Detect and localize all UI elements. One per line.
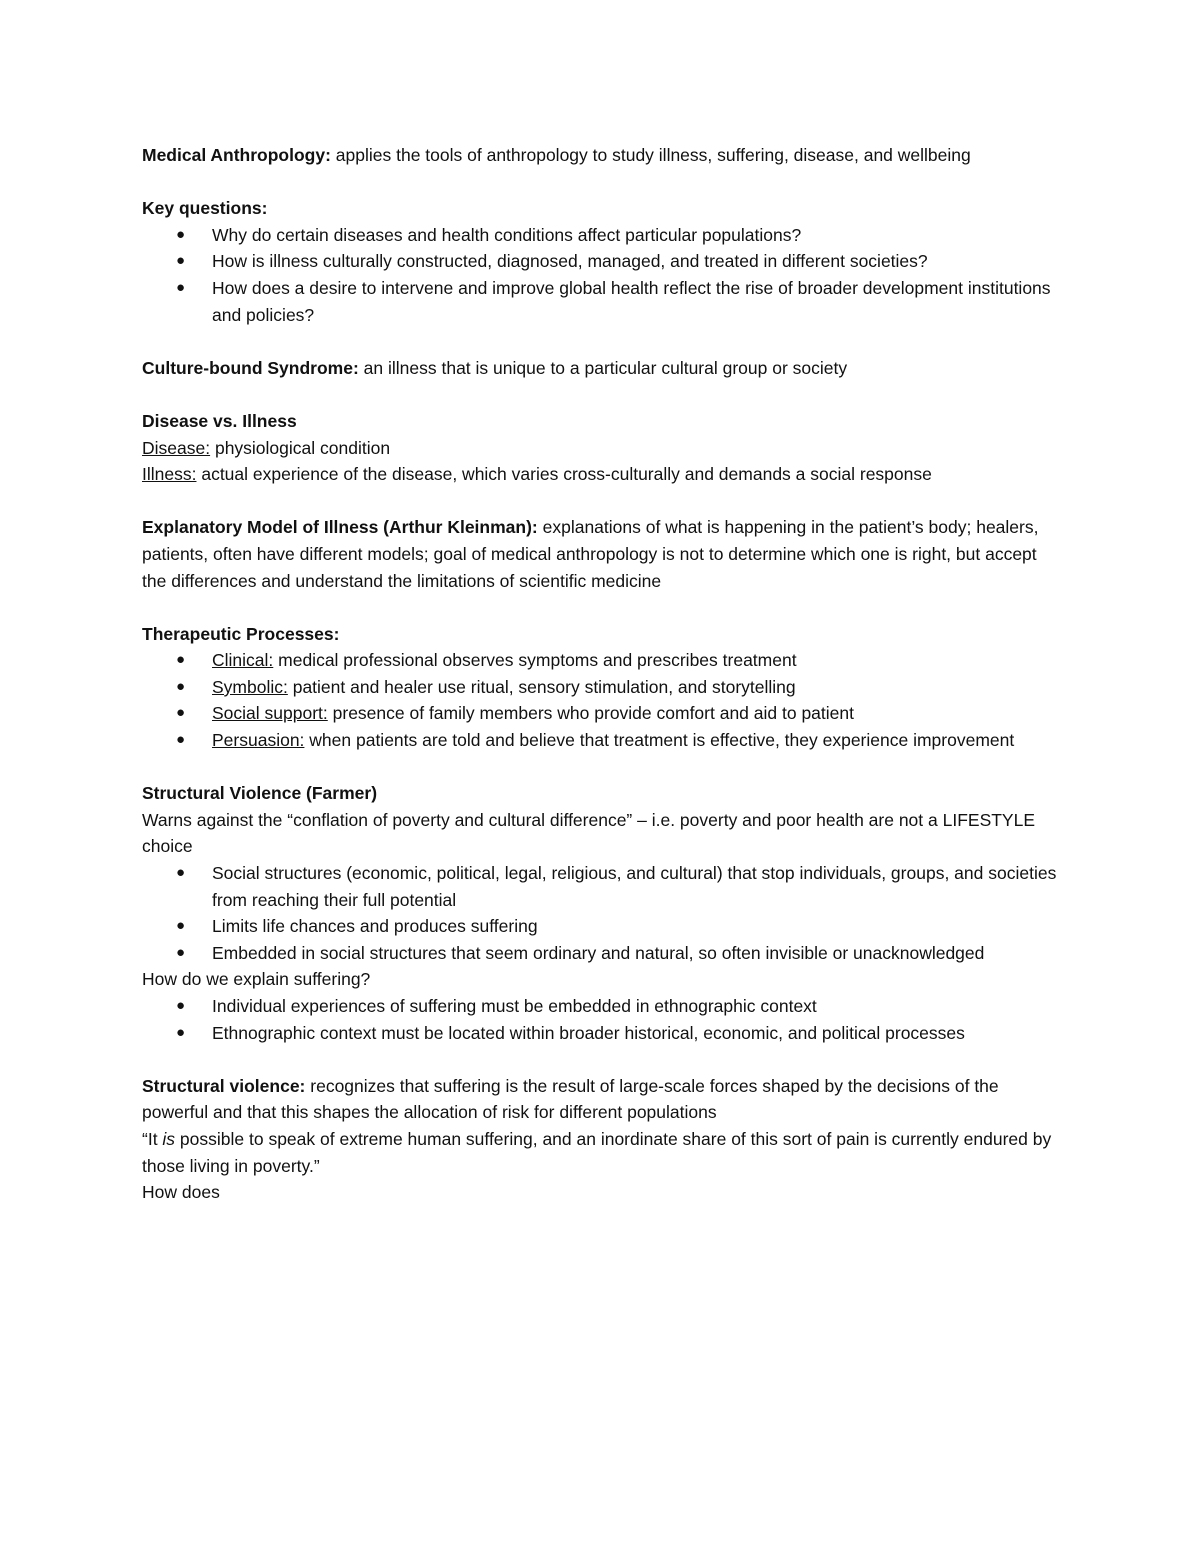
- illness-definition: Illness: actual experience of the disease, which varies cross-culturally and demands a social response: [142, 464, 932, 485]
- term-structural-violence: Structural violence:: [142, 1075, 306, 1096]
- list-item: ● How is illness culturally constructed, diagnosed, managed, and treated in different societies?: [142, 248, 1062, 275]
- bullet-icon: ●: [176, 943, 186, 961]
- bullet-icon: ●: [176, 864, 186, 882]
- list-item: ● How does a desire to intervene and improve global health reflect the rise of broader development institutions and policies?: [142, 275, 1062, 328]
- bullet-icon: ●: [176, 225, 186, 243]
- list-item: ● Individual experiences of suffering must be embedded in ethnographic context: [142, 993, 1062, 1020]
- spacer: [142, 754, 1062, 781]
- bullet-icon: ●: [176, 731, 186, 749]
- bullet-icon: ●: [176, 1023, 186, 1041]
- bullet-icon: ●: [176, 252, 186, 270]
- list-item: ● Limits life chances and produces suffering: [142, 913, 1062, 940]
- list-item: ● Persuasion: when patients are told and believe that treatment is effective, they experience improvement: [142, 727, 1062, 754]
- spacer: [142, 169, 1062, 196]
- explain-suffering-question: How do we explain suffering?: [142, 969, 371, 990]
- trailing-text: How does: [142, 1182, 220, 1203]
- list-item: ● Symbolic: patient and healer use ritual, sensory stimulation, and storytelling: [142, 674, 1062, 701]
- term-culture-bound: Culture-bound Syndrome:: [142, 357, 359, 378]
- list-item: ● Clinical: medical professional observes symptoms and prescribes treatment: [142, 647, 1062, 674]
- spacer: [142, 1046, 1062, 1073]
- explain-suffering-list: [142, 993, 1062, 1046]
- bullet-icon: ●: [176, 677, 186, 695]
- key-questions-heading: Key questions:: [142, 198, 268, 219]
- list-item: ● Social structures (economic, political, legal, religious, and cultural) that stop individuals, groups, and societies from reaching their full potential: [142, 860, 1062, 913]
- term-medical-anthropology: Medical Anthropology:: [142, 145, 331, 165]
- medical-anthropology-definition: Medical Anthropology: applies the tools of anthropology to study illness, suffering, disease, and wellbeing: [142, 145, 971, 165]
- structural-violence-definition: Structural violence: recognizes that suffering is the result of large-scale forces shaped by the decisions of the powerful and that this shapes the allocation of risk for different populations: [142, 1075, 999, 1123]
- bullet-icon: ●: [176, 997, 186, 1014]
- list-item: ● Why do certain diseases and health conditions affect particular populations?: [142, 222, 1062, 249]
- spacer: [142, 328, 1062, 355]
- disease-vs-illness-heading: Disease vs. Illness: [142, 410, 297, 431]
- document-page: [142, 142, 1062, 1206]
- list-item: ● Ethnographic context must be located within broader historical, economic, and political processes: [142, 1020, 1062, 1047]
- structural-violence-farmer-heading: Structural Violence (Farmer): [142, 783, 378, 804]
- therapeutic-processes-heading: Therapeutic Processes:: [142, 623, 340, 644]
- disease-definition: Disease: physiological condition: [142, 437, 391, 458]
- bullet-icon: ●: [176, 651, 186, 669]
- bullet-icon: ●: [176, 917, 186, 935]
- spacer: [142, 381, 1062, 408]
- key-questions-list: [142, 222, 1062, 328]
- structural-violence-list: [142, 860, 1062, 966]
- explanatory-model-definition: Explanatory Model of Illness (Arthur Kleinman): explanations of what is happening in the patient’s body; healers, patients, often have different models; goal of medical anthropology is not to determine which one is right, but accept the differences and understand the limitations of scientific medicine: [142, 517, 1039, 591]
- list-item: ● Social support: presence of family members who provide comfort and aid to patient: [142, 700, 1062, 727]
- bullet-icon: ●: [176, 704, 186, 722]
- farmer-quote: “It is possible to speak of extreme human suffering, and an inordinate share of this sort of pain is currently endured by those living in poverty.”: [142, 1128, 1052, 1176]
- bullet-icon: ●: [176, 278, 186, 296]
- list-item: ● Embedded in social structures that seem ordinary and natural, so often invisible or unacknowledged: [142, 940, 1062, 967]
- spacer: [142, 594, 1062, 621]
- warns-against-text: Warns against the “conflation of poverty and cultural difference” – i.e. poverty and poor health are not a LIFESTYLE choice: [142, 809, 1036, 857]
- therapeutic-processes-list: [142, 647, 1062, 753]
- spacer: [142, 488, 1062, 515]
- culture-bound-definition: Culture-bound Syndrome: an illness that is unique to a particular cultural group or society: [142, 357, 848, 378]
- term-explanatory-model: Explanatory Model of Illness (Arthur Kleinman):: [142, 517, 538, 538]
